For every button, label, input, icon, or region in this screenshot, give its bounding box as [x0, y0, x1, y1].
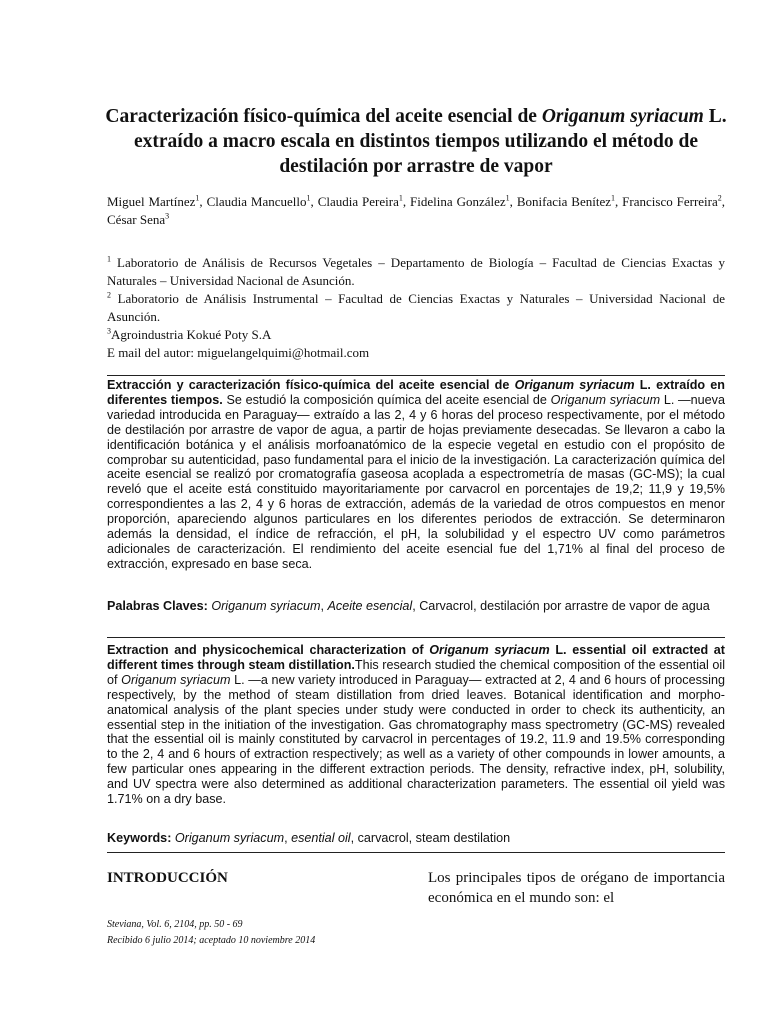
keywords-es-label: Palabras Claves: [107, 599, 208, 613]
keyword-separator: , [284, 831, 292, 845]
author-affiliation-mark: 1 [306, 193, 311, 203]
abstract-en-title-text: Extraction and physicochemical characterization of [107, 643, 430, 657]
keyword-separator: , [320, 599, 328, 613]
journal-citation: Steviana, Vol. 6, 2104, pp. 50 - 69 [107, 919, 243, 930]
abstract-en-title-species: Origanum syriacum [429, 643, 550, 657]
intro-paragraph: Los principales tipos de orégano de importancia económica en el mundo son: el [428, 870, 725, 906]
affiliation-item [107, 326, 725, 344]
keyword-item: esential oil [291, 831, 351, 845]
author-name: Claudia Pereira [317, 194, 399, 209]
abstract-spanish [107, 378, 725, 572]
affiliation-number: 1 [107, 254, 111, 264]
affiliation-text: Agroindustria Kokué Poty S.A [111, 327, 272, 342]
keywords-english [107, 831, 725, 846]
author-name: Bonifacia Benítez [516, 194, 611, 209]
author-affiliation-mark: 2 [717, 193, 722, 203]
abstract-es-title-text: Extracción y caracterización físico-química del aceite esencial de [107, 378, 515, 392]
keywords-en-rest: , carvacrol, steam destilation [350, 831, 511, 845]
keywords-es-rest: , Carvacrol, destilación por arrastre de vapor de agua [412, 599, 710, 613]
abstract-es-title-end: L. extraído en diferentes tiempos. [107, 378, 725, 407]
paper-title [100, 104, 732, 179]
affiliation-number: 2 [107, 290, 111, 300]
section-heading: INTRODUCCIÓN [107, 870, 228, 886]
affiliation-item [107, 254, 725, 290]
abstract-en-title-end: L. essential oil extracted at different times through steam distillation. [107, 643, 725, 672]
abstract-es-title-species: Origanum syriacum [514, 378, 635, 392]
abstract-en-body: This research studied the chemical composition of the essential oil of [107, 657, 726, 687]
abstract-en-species: Origanum syriacum [121, 672, 231, 687]
keywords-en-label: Keywords: [107, 831, 172, 845]
abstract-es-species: Origanum syriacum [550, 392, 661, 407]
divider [107, 375, 725, 376]
affiliation-text: Laboratorio de Análisis de Recursos Vegetales – Departamento de Biología – Facultad de Ciencias Exactas y Naturales – Universidad Nacional de Asunción. [107, 255, 725, 288]
author-affiliation-mark: 1 [505, 193, 510, 203]
author-affiliation-mark: 1 [611, 193, 615, 203]
author-affiliation-mark: 1 [398, 193, 403, 203]
abstract-es-body-end: L. —nueva variedad introducida en Paraguay— extraído a las 2, 4 y 6 horas del proceso respectivamente, por el método de destilación por arrastre de vapor de agua, a partir de hojas previamente desecadas. Se llevaron a cabo la identificación botánica y el análisis morfoanatómico de la especie vegetal en estudio con el propósito de comprobar su autenticidad, paso fundamental para el inicio de la investigación. La caracterización química del aceite esencial se realizó por cromatografía gaseosa acoplada a espectrometría de masas (GC-MS); la cual reveló que el aceite está constituido mayoritariamente por carvacrol en porcentajes de 19,2; 11,9 y 19,5% correspondientes a las 2, 4 y 6 horas de extracción, además de la variedad de otros compuestos en menor proporción, apareciendo algunos particulares en los diferentes periodos de extracción. Se determinaron además la densidad, el índice de refracción, el pH, la solubilidad y el espectro UV como parámetros adicionales de caracterización. El rendimiento del aceite esencial fue del 1,71% al final del proceso de extracción, expresado en base seca. [107, 392, 725, 571]
author-list: Miguel Martínez$^1$, Claudia Mancuello$^1$, Claudia Pereira$^1$, Fidelina González$^1$, Bonifacia Benítez$^1$, Francisco Ferreira$^2$, César Sena$^3$ [107, 193, 726, 227]
author-name: Miguel Martínez [107, 194, 196, 209]
author-email: E mail del autor: miguelangelquimi@hotmail.com [107, 345, 370, 360]
title-species: Origanum syriacum [541, 106, 704, 127]
divider [107, 852, 725, 853]
author-name: Fidelina González [410, 194, 506, 209]
affiliation-text: Laboratorio de Análisis Instrumental – Facultad de Ciencias Exactas y Naturales – Universidad Nacional de Asunción. [107, 291, 725, 324]
keyword-item: Origanum syriacum [211, 599, 321, 613]
abstract-es-body: Se estudió la composición química del aceite esencial de [222, 392, 551, 407]
received-dates: Recibido 6 julio 2014; aceptado 10 noviembre 2014 [107, 935, 316, 946]
title-text: Caracterización físico-química del aceite esencial de [105, 106, 542, 127]
keyword-item: Aceite esencial [327, 599, 413, 613]
affiliation-number: 3 [107, 326, 111, 336]
divider [107, 637, 725, 638]
title-text-end: L. extraído a macro escala en distintos tiempos utilizando el método de destilación por arrastre de vapor [133, 106, 727, 177]
keyword-item: Origanum syriacum [174, 831, 285, 845]
abstract-en-body-end: L. —a new variety introduced in Paraguay— extracted at 2, 4 and 6 hours of processing respectively, by the method of steam distillation from dried leaves. Botanical identification and morpho-anatomical analysis of the plant species under study were conducted in order to check its authenticity, an essential step in the initiation of the investigation. Gas chromatography mass spectrometry (GC-MS) revealed that the essential oil is mainly constituted by carvacrol in percentages of 19.2, 11.9 and 19.5% corresponding to the 2, 4 and 6 hours of extraction respectively; as well as a variety of other compounds in lower amounts, a few particular ones appearing in the different extraction periods. The density, refractive index, pH, solubility, and UV spectra were also determined as additional characterization parameters. The essential oil yield was 1.71% on a dry base. [107, 672, 725, 807]
author-name: Claudia Mancuello [206, 194, 307, 209]
keywords-spanish [107, 599, 725, 614]
affiliation-item [107, 290, 725, 326]
author-name: Francisco Ferreira [622, 194, 718, 209]
author-affiliation-mark: 3 [165, 211, 170, 221]
journal-footer [107, 917, 437, 949]
affiliations [107, 254, 725, 362]
author-name: César Sena [107, 212, 166, 227]
author-affiliation-mark: 1 [195, 193, 200, 203]
abstract-english [107, 643, 725, 807]
